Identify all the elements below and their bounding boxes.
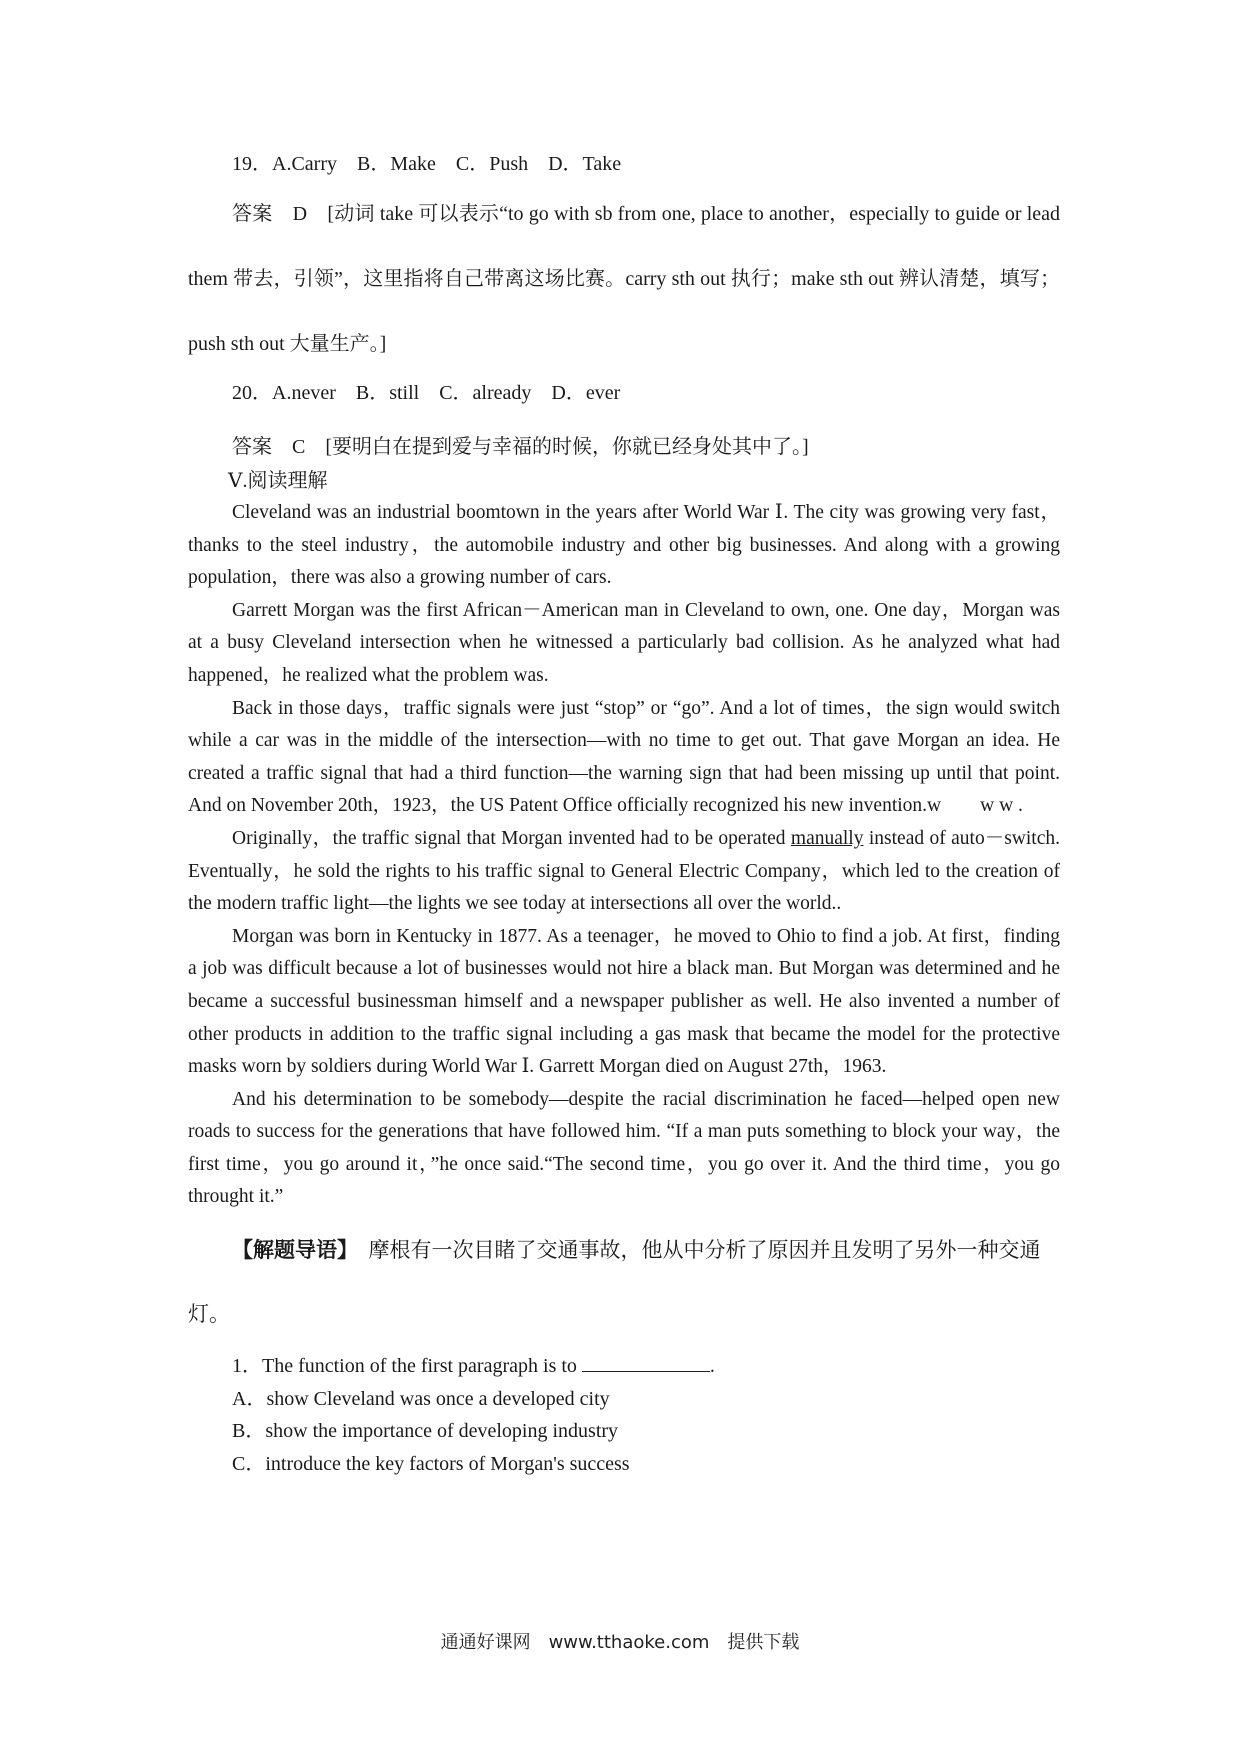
p4-text-before: Originally，the traffic signal that Morgan invented had to be operated xyxy=(232,827,791,849)
p4-text-after: instead of auto－switch. Eventually，he sold the rights to his traffic signal to General Electric Company，which led to the creation of the modern traffic light—the lights we see today at intersections all over the world.. xyxy=(188,827,1060,915)
section-title: Ⅴ.阅读理解 xyxy=(228,470,328,492)
question-1-stem xyxy=(188,1350,1060,1383)
q19-answer: 答案 D [动词 take 可以表示“to go with sb from one, place to another，especially to guide or lead them 带去，引领”，这里指将自己带离这场比赛。carry sth out 执行；make sth out 辨认清楚，填写；push sth out 大量生产。] xyxy=(188,203,1060,355)
guide-text: 摩根有一次目睹了交通事故，他从中分析了原因并且发明了另外一种交通灯。 xyxy=(188,1238,1041,1327)
q19-options: 19．A.Carry B．Make C．Push D．Take xyxy=(232,153,622,175)
underlined-word: manually xyxy=(790,827,864,849)
page-footer: 通通好课网 www.tthaoke.com 提供下载 xyxy=(440,1632,800,1653)
reading-passage xyxy=(188,497,1060,1214)
q20-answer: 答案 C [要明白在提到爱与幸福的时候，你就已经身处其中了。] xyxy=(232,436,809,458)
question-1-stem-end: . xyxy=(709,1355,715,1378)
q20-options: 20．A.never B．still C．already D．ever xyxy=(232,382,621,404)
question-1-stem-text: 1．The function of the first paragraph is to xyxy=(232,1355,577,1378)
passage-paragraph-3: Back in those days，traffic signals were just “stop” or “go”. And a lot of times，the sign would switch while a car was in the middle of the intersection—with no time to get out. That gave Morgan an idea. He created a traffic signal that had a third function—the warning sign that had been missing up until that point. And on November 20th，1923，the US Patent Office officially recognized his new invention.w w w . xyxy=(188,697,1060,817)
question-1 xyxy=(188,1350,1060,1480)
passage-paragraph-6: And his determination to be somebody—despite the racial discrimination he faced—helped open new roads to success for the generations that have followed him. “If a man puts something to block your way，the first time，you go around it，”he once said.“The second time，you go over it. And the third time，you go throught it.” xyxy=(188,1088,1060,1208)
document-page xyxy=(188,148,1060,1480)
passage-paragraph-2: Garrett Morgan was the first African－American man in Cleveland to own, one. One day，Morgan was at a busy Cleveland intersection when he witnessed a particularly bad collision. As he analyzed what had happened，he realized what the problem was. xyxy=(188,599,1060,686)
guide-label: 【解题导语】 xyxy=(232,1238,348,1263)
solution-guide xyxy=(188,1218,1060,1346)
question-1-option-a: A．show Cleveland was once a developed city xyxy=(232,1387,610,1410)
passage-paragraph-5: Morgan was born in Kentucky in 1877. As a teenager，he moved to Ohio to find a job. At first，finding a job was difficult because a lot of businesses would not hire a black man. But Morgan was determined and he became a successful businessman himself and a newspaper publisher as well. He also invented a number of other products in addition to the traffic signal including a gas mask that became the model for the protective masks worn by soldiers during World War Ⅰ. Garrett Morgan died on August 27th，1963. xyxy=(188,925,1060,1078)
question-1-option-c: C．introduce the key factors of Morgan's success xyxy=(232,1452,630,1475)
question-1-option-b: B．show the importance of developing industry xyxy=(232,1420,619,1443)
answer-blank xyxy=(582,1353,710,1372)
passage-paragraph-4 xyxy=(188,823,1060,921)
passage-paragraph-1: Cleveland was an industrial boomtown in the years after World War Ⅰ. The city was growing very fast，thanks to the steel industry，the automobile industry and other big businesses. And along with a growing population，there was also a growing number of cars. xyxy=(188,502,1060,589)
